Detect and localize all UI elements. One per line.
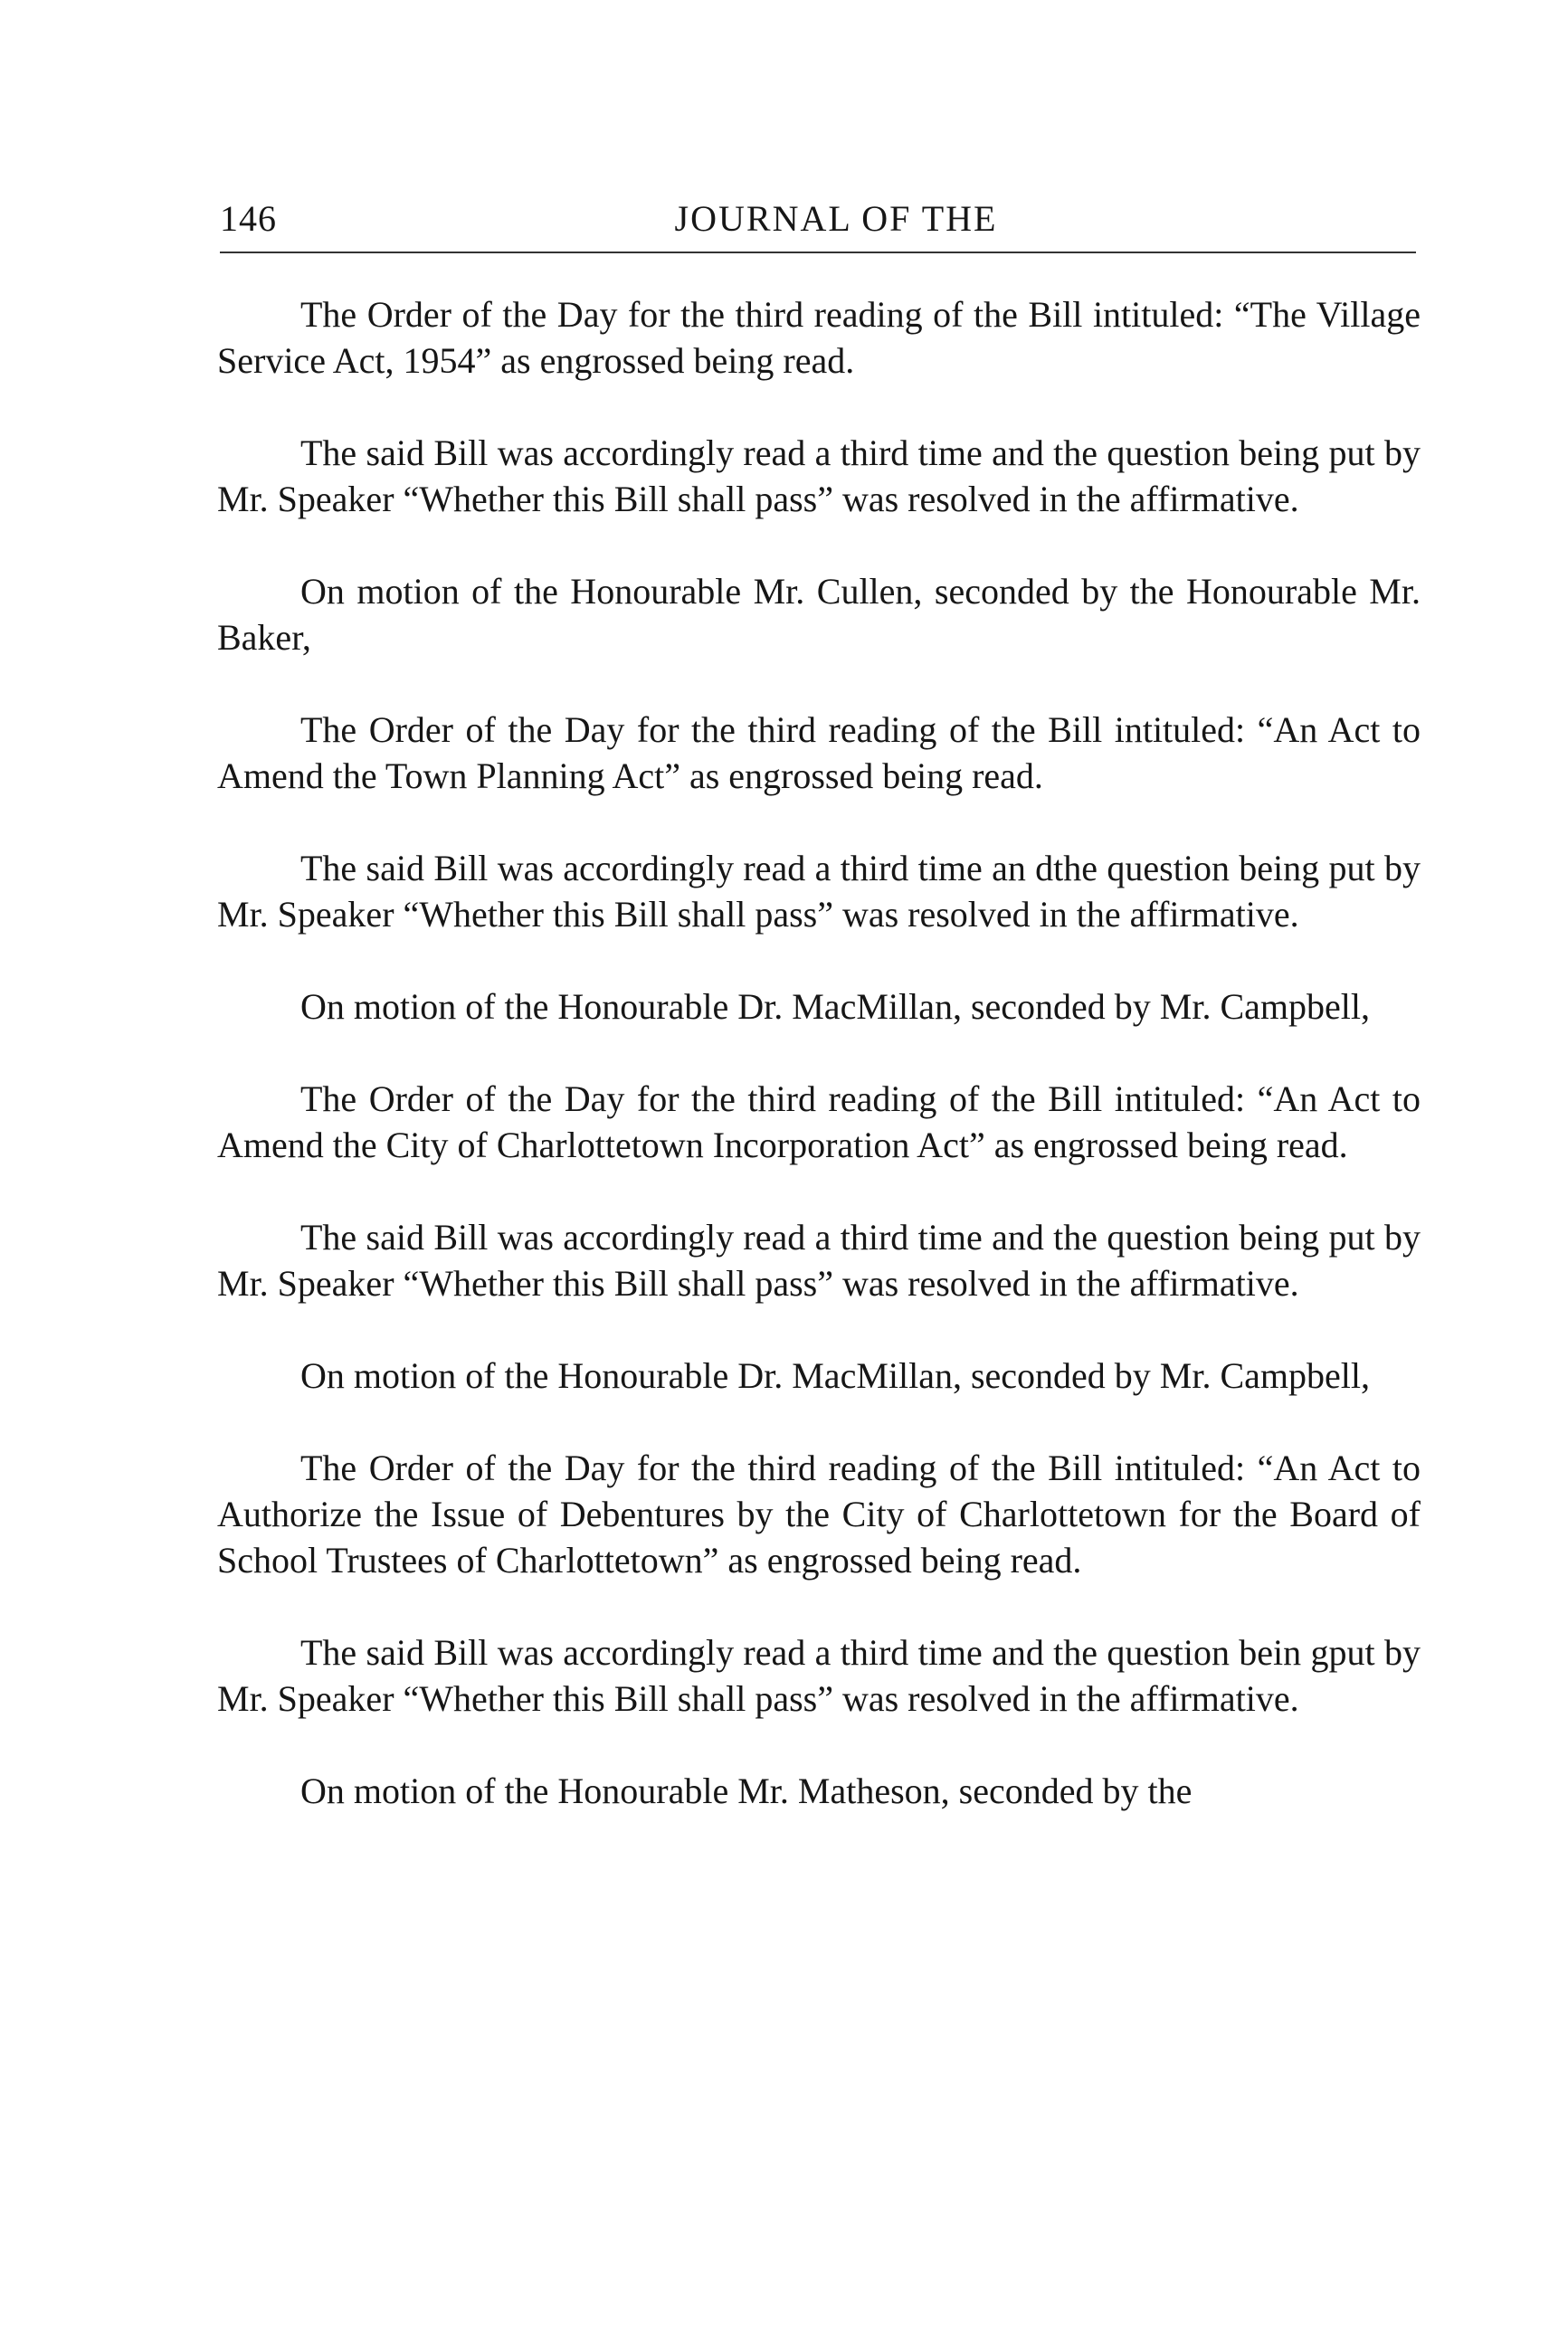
paragraph-motion: On motion of the Honourable Mr. Cullen, seconded by the Honourable Mr. Baker, [217, 571, 1421, 658]
paragraph-motion: On motion of the Honourable Mr. Matheson, seconded by the [300, 1771, 1193, 1811]
paragraph-bill-passed: The said Bill was accordingly read a third time an dthe question being put by Mr. Speaker “Whether this Bill shall pass” was resolved in the affirmative. [217, 848, 1421, 935]
paragraph-third-reading-charlottetown-incorporation-act: The Order of the Day for the third reading of the Bill intituled: “An Act to Amend the City of Charlottetown Incorporation Act” as engrossed being read. [217, 1078, 1421, 1165]
page-header [220, 192, 1416, 246]
paragraph-third-reading-village-service-act: The Order of the Day for the third reading of the Bill intituled: “The Village Service Act, 1954” as engrossed being read. [217, 294, 1421, 381]
paragraph-third-reading-town-planning-act: The Order of the Day for the third reading of the Bill intituled: “An Act to Amend the Town Planning Act” as engrossed being read. [217, 709, 1421, 796]
running-head: JOURNAL OF THE [674, 198, 998, 239]
paragraph-bill-passed: The said Bill was accordingly read a third time and the question being put by Mr. Speaker “Whether this Bill shall pass” was resolved in the affirmative. [217, 432, 1421, 519]
paragraph-bill-passed: The said Bill was accordingly read a third time and the question being put by Mr. Speaker “Whether this Bill shall pass” was resolved in the affirmative. [217, 1217, 1421, 1304]
paragraph-third-reading-debentures-act: The Order of the Day for the third reading of the Bill intituled: “An Act to Authorize the Issue of Debentures by the City of Charlottetown for the Board of School Trustees of Charlottetown” as engrossed being read. [217, 1448, 1421, 1581]
body-text [217, 291, 1421, 1860]
page-number: 146 [220, 198, 277, 239]
paragraph-bill-passed: The said Bill was accordingly read a third time and the question bein gput by Mr. Speaker “Whether this Bill shall pass” was resolved in the affirmative. [217, 1632, 1421, 1719]
paragraph-motion: On motion of the Honourable Dr. MacMillan, seconded by Mr. Campbell, [300, 986, 1371, 1027]
header-rule [220, 252, 1416, 253]
paragraph-motion: On motion of the Honourable Dr. MacMillan, seconded by Mr. Campbell, [300, 1355, 1371, 1396]
